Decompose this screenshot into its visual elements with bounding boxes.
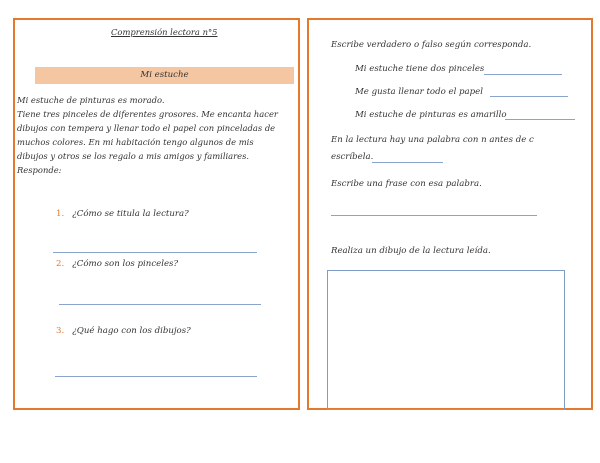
question-1 bbox=[56, 207, 189, 221]
story-title: Mi estuche bbox=[140, 70, 189, 80]
sentence-answer-line[interactable] bbox=[331, 215, 537, 216]
word-question-line-2: escríbela. bbox=[331, 152, 374, 162]
left-worksheet-panel bbox=[13, 18, 300, 410]
subtitle-band bbox=[35, 67, 294, 84]
answer-line-2[interactable] bbox=[59, 304, 261, 305]
question-2-number: 2. bbox=[56, 259, 65, 269]
worksheet-title: Comprensión lectora n°5 bbox=[111, 27, 218, 37]
question-3-number: 3. bbox=[56, 326, 65, 336]
statement-2: Me gusta llenar todo el papel bbox=[355, 87, 484, 97]
question-3 bbox=[56, 324, 191, 338]
question-1-text: ¿Cómo se titula la lectura? bbox=[72, 209, 189, 219]
answer-line-3[interactable] bbox=[55, 376, 257, 377]
statement-3: Mi estuche de pinturas es amarillo bbox=[355, 110, 507, 120]
word-answer-line[interactable] bbox=[372, 162, 443, 163]
sentence-prompt: Escribe una frase con esa palabra. bbox=[331, 179, 482, 189]
statement-1: Mi estuche tiene dos pinceles bbox=[355, 64, 485, 74]
statement-2-answer-line[interactable] bbox=[490, 96, 568, 97]
word-question-line-1: En la lectura hay una palabra con n antes de c bbox=[331, 135, 534, 145]
drawing-box[interactable] bbox=[327, 270, 565, 410]
right-worksheet-panel bbox=[307, 18, 593, 410]
question-1-number: 1. bbox=[56, 209, 65, 219]
reading-paragraph: Mi estuche de pinturas es morado. Tiene tres pinceles de diferentes grosores. Me encanta hacer dibujos con tempera y llenar todo el papel con pinceladas de muchos colores. En mi habitación tengo algunos de mis dibujos y otros se los regalo a mis amigos y familiares. Responde: bbox=[17, 95, 278, 175]
statement-1-answer-line[interactable] bbox=[484, 74, 562, 75]
question-2-text: ¿Cómo son los pinceles? bbox=[72, 259, 179, 269]
question-2 bbox=[56, 257, 178, 271]
true-false-instruction: Escribe verdadero o falso según corresponda. bbox=[331, 40, 532, 50]
statement-3-answer-line[interactable] bbox=[505, 119, 575, 120]
drawing-prompt: Realiza un dibujo de la lectura leída. bbox=[331, 246, 491, 256]
question-3-text: ¿Qué hago con los dibujos? bbox=[72, 326, 191, 336]
answer-line-1[interactable] bbox=[53, 252, 257, 253]
